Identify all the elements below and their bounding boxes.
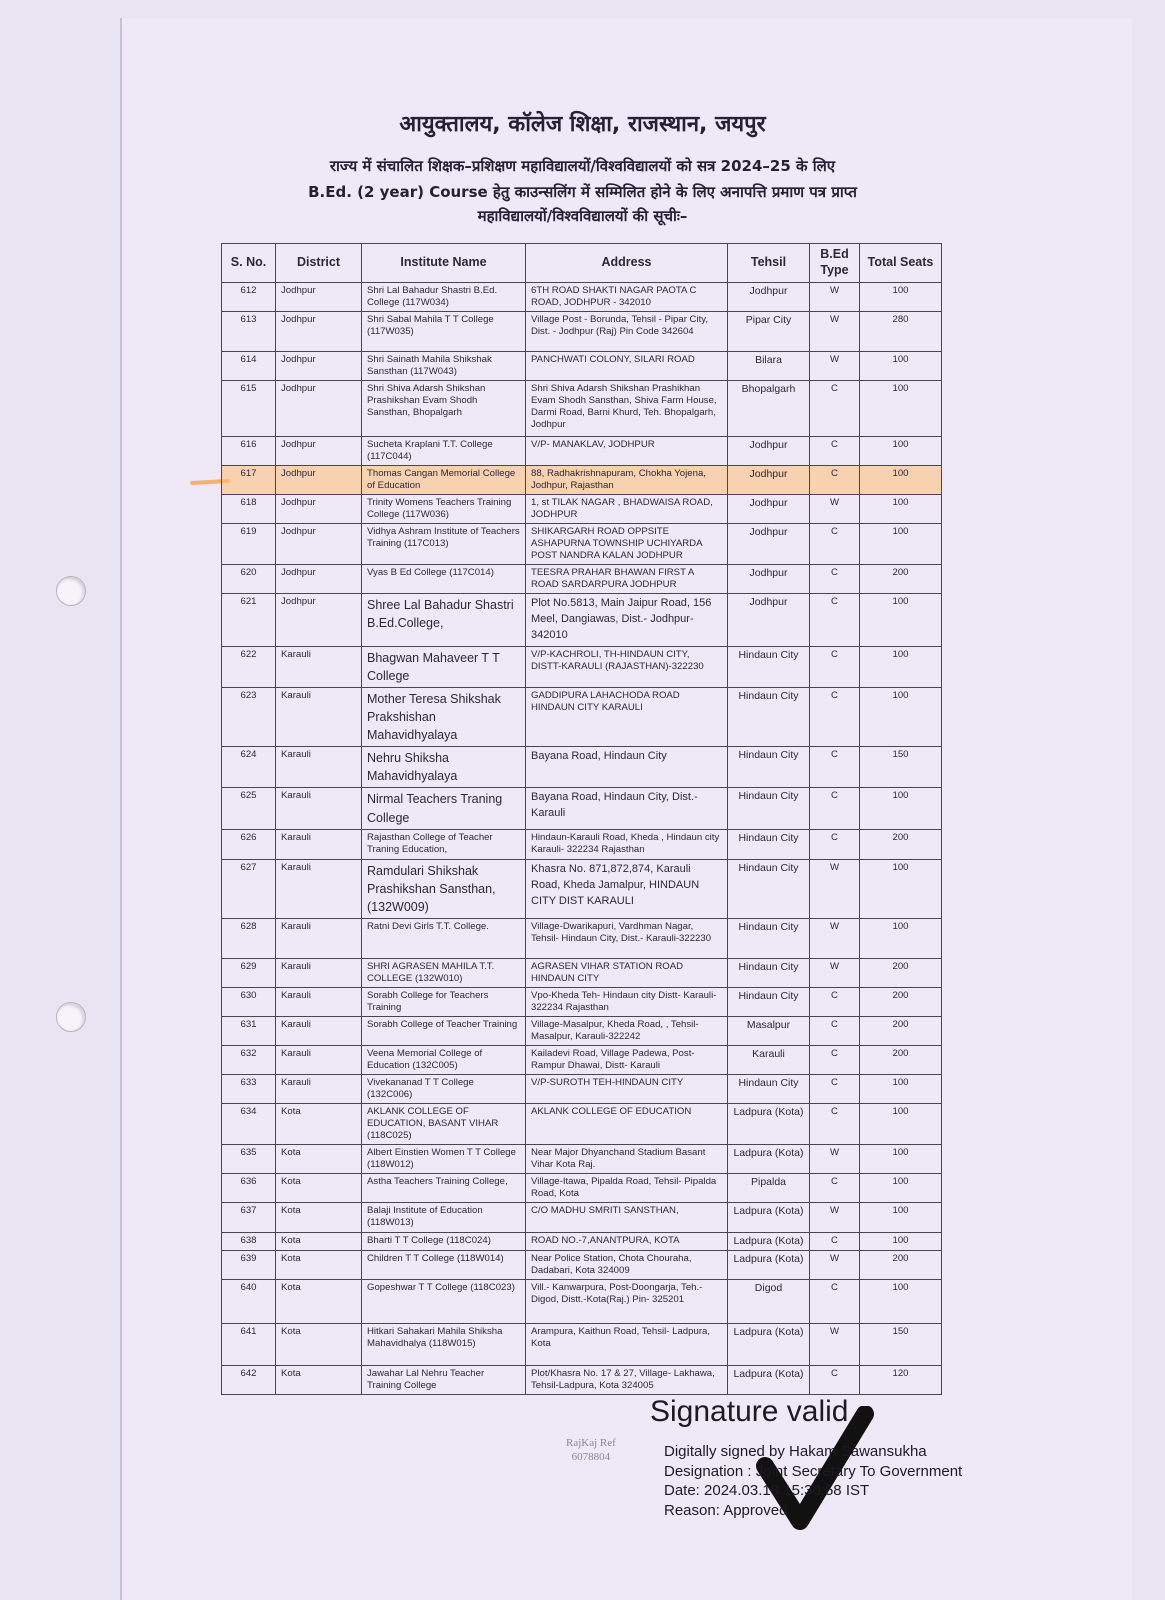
cell-type: W: [810, 1250, 860, 1279]
cell-seats: 100: [860, 788, 942, 829]
cell-type: W: [810, 959, 860, 988]
cell-institute: Bharti T T College (118C024): [362, 1232, 526, 1250]
col-tehsil-header: Tehsil: [728, 244, 810, 283]
cell-tehsil: Ladpura (Kota): [728, 1232, 810, 1250]
table-row: [222, 1144, 942, 1173]
table-row: [222, 747, 942, 788]
cell-institute: Children T T College (118W014): [362, 1250, 526, 1279]
cell-address: 88, Radhakrishnapuram, Chokha Yojena, Jodhpur, Rajasthan: [526, 465, 728, 494]
cell-district: Karauli: [276, 919, 362, 959]
table-row: [222, 283, 942, 312]
signed-by: Digitally signed by Hakam Sawansukha: [664, 1443, 927, 1460]
cell-type: W: [810, 1323, 860, 1365]
punch-hole: [56, 1002, 86, 1032]
cell-address: Plot/Khasra No. 17 & 27, Village- Lakhawa, Tehsil-Ladpura, Kota 324005: [526, 1365, 728, 1394]
cell-tehsil: Hindaun City: [728, 988, 810, 1017]
cell-seats: 100: [860, 1144, 942, 1173]
cell-type: C: [810, 593, 860, 646]
cell-district: Jodhpur: [276, 494, 362, 523]
cell-institute: Bhagwan Mahaveer T T College: [362, 646, 526, 687]
cell-district: Karauli: [276, 646, 362, 687]
cell-sno: 632: [222, 1045, 276, 1074]
cell-seats: 100: [860, 1074, 942, 1103]
cell-district: Karauli: [276, 859, 362, 918]
cell-district: Jodhpur: [276, 380, 362, 436]
cell-sno: 640: [222, 1279, 276, 1323]
cell-type: C: [810, 564, 860, 593]
cell-institute: Thomas Cangan Memorial College of Education: [362, 465, 526, 494]
cell-institute: Shree Lal Bahadur Shastri B.Ed.College,: [362, 593, 526, 646]
table-row: [222, 564, 942, 593]
cell-address: V/P-SUROTH TEH-HINDAUN CITY: [526, 1074, 728, 1103]
cell-institute: Vyas B Ed College (117C014): [362, 564, 526, 593]
cell-seats: 100: [860, 436, 942, 465]
cell-seats: 100: [860, 1232, 942, 1250]
signature-status: Signature valid: [650, 1395, 849, 1428]
cell-district: Karauli: [276, 1045, 362, 1074]
table-row: [222, 436, 942, 465]
cell-address: Near Police Station, Chota Chouraha, Dadabari, Kota 324009: [526, 1250, 728, 1279]
table-header-row: [222, 244, 942, 283]
cell-institute: Nehru Shiksha Mahavidhyalaya: [362, 747, 526, 788]
cell-address: GADDIPURA LAHACHODA ROAD HINDAUN CITY KARAULI: [526, 687, 728, 746]
table-row: [222, 593, 942, 646]
signer-designation: Designation : Joint Secretary To Government: [664, 1462, 963, 1480]
cell-tehsil: Hindaun City: [728, 919, 810, 959]
cell-type: W: [810, 494, 860, 523]
table-row: [222, 1017, 942, 1046]
cell-tehsil: Ladpura (Kota): [728, 1103, 810, 1144]
cell-institute: Jawahar Lal Nehru Teacher Training College: [362, 1365, 526, 1394]
cell-address: Kailadevi Road, Village Padewa, Post- Rampur Dhawai, Distt- Karauli: [526, 1045, 728, 1074]
cell-tehsil: Ladpura (Kota): [728, 1202, 810, 1232]
cell-address: SHIKARGARH ROAD OPPSITE ASHAPURNA TOWNSHIP UCHIYARDA POST NANDRA KALAN JODHPUR: [526, 523, 728, 564]
cell-tehsil: Pipar City: [728, 311, 810, 351]
cell-district: Karauli: [276, 1074, 362, 1103]
table-row: [222, 959, 942, 988]
cell-district: Karauli: [276, 1017, 362, 1046]
cell-seats: 200: [860, 829, 942, 859]
cell-institute: Gopeshwar T T College (118C023): [362, 1279, 526, 1323]
cell-sno: 633: [222, 1074, 276, 1103]
cell-sno: 642: [222, 1365, 276, 1394]
table-row: [222, 494, 942, 523]
cell-seats: 120: [860, 1365, 942, 1394]
table-row: [222, 380, 942, 436]
cell-seats: 100: [860, 351, 942, 380]
cell-type: C: [810, 1103, 860, 1144]
reference-label: RajKaj Ref: [566, 1437, 616, 1449]
cell-seats: 100: [860, 859, 942, 918]
cell-address: Arampura, Kaithun Road, Tehsil- Ladpura, Kota: [526, 1323, 728, 1365]
cell-type: W: [810, 1144, 860, 1173]
cell-address: Village-Masalpur, Kheda Road, , Tehsil- Masalpur, Karauli-322242: [526, 1017, 728, 1046]
table-row: [222, 829, 942, 859]
cell-address: Bayana Road, Hindaun City: [526, 747, 728, 788]
digital-signature-block: [664, 1442, 964, 1520]
cell-type: W: [810, 1202, 860, 1232]
cell-type: W: [810, 351, 860, 380]
cell-tehsil: Jodhpur: [728, 564, 810, 593]
table-row: [222, 919, 942, 959]
cell-district: Jodhpur: [276, 436, 362, 465]
cell-institute: SHRI AGRASEN MAHILA T.T. COLLEGE (132W010): [362, 959, 526, 988]
cell-institute: Shri Shiva Adarsh Shikshan Prashikshan Evam Shodh Sansthan, Bhopalgarh: [362, 380, 526, 436]
cell-seats: 100: [860, 465, 942, 494]
table-row: [222, 1365, 942, 1394]
cell-sno: 619: [222, 523, 276, 564]
table-row: [222, 1250, 942, 1279]
col-institute-header: Institute Name: [362, 244, 526, 283]
cell-sno: 622: [222, 646, 276, 687]
cell-tehsil: Karauli: [728, 1045, 810, 1074]
cell-seats: 200: [860, 1250, 942, 1279]
signature-reason: Reason: Approved: [664, 1501, 788, 1519]
cell-district: Jodhpur: [276, 564, 362, 593]
cell-institute: Balaji Institute of Education (118W013): [362, 1202, 526, 1232]
cell-seats: 150: [860, 747, 942, 788]
cell-seats: 100: [860, 1202, 942, 1232]
cell-address: Plot No.5813, Main Jaipur Road, 156 Meel, Dangiawas, Dist.- Jodhpur-342010: [526, 593, 728, 646]
cell-type: C: [810, 380, 860, 436]
cell-sno: 617: [222, 465, 276, 494]
cell-address: Village-Dwarikapuri, Vardhman Nagar, Tehsil- Hindaun City, Dist.- Karauli-322230: [526, 919, 728, 959]
cell-district: Kota: [276, 1103, 362, 1144]
cell-tehsil: Masalpur: [728, 1017, 810, 1046]
col-sno-header: S. No.: [222, 244, 276, 283]
cell-institute: Trinity Womens Teachers Training College (117W036): [362, 494, 526, 523]
col-type-header: B.Ed Type: [810, 244, 860, 283]
subtitle-line-2: B.Ed. (2 year) Course हेतु काउन्सलिंग में सम्मिलित होने के लिए अनापत्ति प्रमाण पत्र प्राप्त: [308, 183, 857, 201]
cell-tehsil: Hindaun City: [728, 859, 810, 918]
cell-district: Jodhpur: [276, 523, 362, 564]
cell-type: C: [810, 829, 860, 859]
cell-address: C/O MADHU SMRITI SANSTHAN,: [526, 1202, 728, 1232]
cell-address: Hindaun-Karauli Road, Kheda , Hindaun city Karauli- 322234 Rajasthan: [526, 829, 728, 859]
cell-type: C: [810, 788, 860, 829]
table-row: [222, 465, 942, 494]
cell-seats: 200: [860, 1017, 942, 1046]
cell-seats: 100: [860, 1279, 942, 1323]
cell-sno: 621: [222, 593, 276, 646]
cell-tehsil: Ladpura (Kota): [728, 1144, 810, 1173]
cell-district: Karauli: [276, 788, 362, 829]
cell-district: Kota: [276, 1144, 362, 1173]
cell-type: C: [810, 1279, 860, 1323]
cell-tehsil: Jodhpur: [728, 593, 810, 646]
cell-address: PANCHWATI COLONY, SILARI ROAD: [526, 351, 728, 380]
cell-address: 1, st TILAK NAGAR , BHADWAISA ROAD, JODHPUR: [526, 494, 728, 523]
cell-tehsil: Ladpura (Kota): [728, 1365, 810, 1394]
cell-district: Jodhpur: [276, 593, 362, 646]
table-row: [222, 788, 942, 829]
cell-sno: 612: [222, 283, 276, 312]
cell-type: W: [810, 311, 860, 351]
cell-district: Kota: [276, 1202, 362, 1232]
cell-sno: 631: [222, 1017, 276, 1046]
cell-tehsil: Bhopalgarh: [728, 380, 810, 436]
table-row: [222, 1279, 942, 1323]
cell-institute: Ramdulari Shikshak Prashikshan Sansthan, (132W009): [362, 859, 526, 918]
cell-tehsil: Hindaun City: [728, 959, 810, 988]
cell-district: Kota: [276, 1365, 362, 1394]
table-row: [222, 351, 942, 380]
cell-institute: Sorabh College for Teachers Training: [362, 988, 526, 1017]
cell-sno: 629: [222, 959, 276, 988]
cell-sno: 620: [222, 564, 276, 593]
table-row: [222, 1045, 942, 1074]
cell-address: TEESRA PRAHAR BHAWAN FIRST A ROAD SARDARPURA JODHPUR: [526, 564, 728, 593]
cell-district: Karauli: [276, 959, 362, 988]
cell-institute: Rajasthan College of Teacher Traning Education,: [362, 829, 526, 859]
cell-seats: 100: [860, 283, 942, 312]
cell-district: Kota: [276, 1250, 362, 1279]
cell-institute: Shri Lal Bahadur Shastri B.Ed. College (117W034): [362, 283, 526, 312]
cell-address: Near Major Dhyanchand Stadium Basant Vihar Kota Raj.: [526, 1144, 728, 1173]
cell-sno: 614: [222, 351, 276, 380]
cell-type: W: [810, 919, 860, 959]
cell-institute: Vivekananad T T College (132C006): [362, 1074, 526, 1103]
cell-sno: 626: [222, 829, 276, 859]
cell-address: Village Post - Borunda, Tehsil - Pipar City, Dist. - Jodhpur (Raj) Pin Code 342604: [526, 311, 728, 351]
cell-district: Kota: [276, 1279, 362, 1323]
table-row: [222, 687, 942, 746]
cell-tehsil: Hindaun City: [728, 1074, 810, 1103]
cell-seats: 100: [860, 380, 942, 436]
punch-hole: [56, 576, 86, 606]
cell-institute: AKLANK COLLEGE OF EDUCATION, BASANT VIHAR (118C025): [362, 1103, 526, 1144]
cell-address: 6TH ROAD SHAKTI NAGAR PAOTA C ROAD, JODHPUR - 342010: [526, 283, 728, 312]
cell-sno: 616: [222, 436, 276, 465]
cell-address: Vpo-Kheda Teh- Hindaun city Distt- Karauli- 322234 Rajasthan: [526, 988, 728, 1017]
cell-type: C: [810, 436, 860, 465]
cell-tehsil: Digod: [728, 1279, 810, 1323]
cell-seats: 100: [860, 593, 942, 646]
cell-type: C: [810, 1045, 860, 1074]
cell-tehsil: Hindaun City: [728, 687, 810, 746]
cell-type: C: [810, 523, 860, 564]
cell-district: Jodhpur: [276, 351, 362, 380]
table-row: [222, 859, 942, 918]
cell-type: C: [810, 1074, 860, 1103]
cell-district: Jodhpur: [276, 465, 362, 494]
signature-date: Date: 2024.03.18 15:30:58 IST: [664, 1482, 870, 1499]
cell-address: AKLANK COLLEGE OF EDUCATION: [526, 1103, 728, 1144]
cell-institute: Nirmal Teachers Traning College: [362, 788, 526, 829]
cell-institute: Vidhya Ashram Institute of Teachers Training (117C013): [362, 523, 526, 564]
cell-tehsil: Pipalda: [728, 1173, 810, 1202]
cell-sno: 615: [222, 380, 276, 436]
cell-district: Jodhpur: [276, 311, 362, 351]
cell-sno: 641: [222, 1323, 276, 1365]
cell-institute: Sorabh College of Teacher Training: [362, 1017, 526, 1046]
cell-institute: Albert Einstien Women T T College (118W012): [362, 1144, 526, 1173]
cell-institute: Astha Teachers Training College,: [362, 1173, 526, 1202]
cell-district: Karauli: [276, 988, 362, 1017]
cell-tehsil: Jodhpur: [728, 465, 810, 494]
cell-tehsil: Bilara: [728, 351, 810, 380]
cell-district: Karauli: [276, 687, 362, 746]
table-row: [222, 311, 942, 351]
cell-address: Village-Itawa, Pipalda Road, Tehsil- Pipalda Road, Kota: [526, 1173, 728, 1202]
cell-tehsil: Hindaun City: [728, 646, 810, 687]
cell-seats: 150: [860, 1323, 942, 1365]
cell-sno: 637: [222, 1202, 276, 1232]
cell-seats: 100: [860, 919, 942, 959]
cell-address: Khasra No. 871,872,874, Karauli Road, Kheda Jamalpur, HINDAUN CITY DIST KARAULI: [526, 859, 728, 918]
cell-district: Karauli: [276, 747, 362, 788]
cell-seats: 200: [860, 959, 942, 988]
cell-district: Karauli: [276, 829, 362, 859]
cell-institute: Mother Teresa Shikshak Prakshishan Mahavidhyalaya: [362, 687, 526, 746]
table-row: [222, 646, 942, 687]
cell-seats: 100: [860, 1103, 942, 1144]
cell-address: Vill.- Kanwarpura, Post-Doongarja, Teh.-Digod, Distt.-Kota(Raj.) Pin- 325201: [526, 1279, 728, 1323]
cell-institute: Shri Sainath Mahila Shikshak Sansthan (117W043): [362, 351, 526, 380]
cell-type: C: [810, 988, 860, 1017]
cell-sno: 639: [222, 1250, 276, 1279]
cell-institute: Veena Memorial College of Education (132C005): [362, 1045, 526, 1074]
cell-tehsil: Hindaun City: [728, 747, 810, 788]
cell-seats: 100: [860, 646, 942, 687]
cell-institute: Hitkari Sahakari Mahila Shiksha Mahavidhalya (118W015): [362, 1323, 526, 1365]
cell-institute: Shri Sabal Mahila T T College (117W035): [362, 311, 526, 351]
cell-type: C: [810, 1365, 860, 1394]
cell-type: C: [810, 687, 860, 746]
cell-seats: 200: [860, 1045, 942, 1074]
cell-type: W: [810, 283, 860, 312]
page-title: आयुक्तालय, कॉलेज शिक्षा, राजस्थान, जयपुर: [399, 112, 766, 137]
table-row: [222, 1323, 942, 1365]
cell-district: Kota: [276, 1173, 362, 1202]
cell-district: Kota: [276, 1232, 362, 1250]
cell-sno: 624: [222, 747, 276, 788]
cell-seats: 100: [860, 1173, 942, 1202]
table-row: [222, 523, 942, 564]
cell-district: Kota: [276, 1323, 362, 1365]
cell-tehsil: Hindaun City: [728, 829, 810, 859]
cell-sno: 613: [222, 311, 276, 351]
cell-sno: 635: [222, 1144, 276, 1173]
cell-tehsil: Ladpura (Kota): [728, 1250, 810, 1279]
cell-type: C: [810, 1173, 860, 1202]
col-district-header: District: [276, 244, 362, 283]
cell-sno: 638: [222, 1232, 276, 1250]
cell-seats: 200: [860, 988, 942, 1017]
subtitle-line-3: महाविद्यालयों/विश्वविद्यालयों की सूचीः–: [477, 207, 688, 225]
cell-institute: Sucheta Kraplani T.T. College (117C044): [362, 436, 526, 465]
rajkaj-reference: [566, 1436, 616, 1465]
cell-type: C: [810, 646, 860, 687]
cell-sno: 625: [222, 788, 276, 829]
subtitle-line-1: राज्य में संचालित शिक्षक–प्रशिक्षण महाविद्यालयों/विश्वविद्यालयों को सत्र 2024–25 के लिए: [329, 157, 836, 175]
cell-sno: 628: [222, 919, 276, 959]
cell-type: C: [810, 465, 860, 494]
cell-seats: 100: [860, 687, 942, 746]
cell-tehsil: Jodhpur: [728, 523, 810, 564]
cell-tehsil: Jodhpur: [728, 494, 810, 523]
cell-sno: 634: [222, 1103, 276, 1144]
cell-address: Bayana Road, Hindaun City, Dist.- Karauli: [526, 788, 728, 829]
cell-sno: 623: [222, 687, 276, 746]
cell-address: ROAD NO.-7,ANANTPURA, KOTA: [526, 1232, 728, 1250]
cell-sno: 627: [222, 859, 276, 918]
cell-seats: 280: [860, 311, 942, 351]
cell-sno: 630: [222, 988, 276, 1017]
cell-seats: 100: [860, 523, 942, 564]
cell-tehsil: Jodhpur: [728, 283, 810, 312]
table-row: [222, 1173, 942, 1202]
cell-seats: 100: [860, 494, 942, 523]
table-row: [222, 1202, 942, 1232]
cell-type: C: [810, 1232, 860, 1250]
cell-tehsil: Jodhpur: [728, 436, 810, 465]
table-row: [222, 1103, 942, 1144]
cell-type: W: [810, 859, 860, 918]
cell-address: AGRASEN VIHAR STATION ROAD HINDAUN CITY: [526, 959, 728, 988]
cell-address: V/P-KACHROLI, TH-HINDAUN CITY, DISTT-KARAULI (RAJASTHAN)-322230: [526, 646, 728, 687]
table-row: [222, 988, 942, 1017]
table-row: [222, 1232, 942, 1250]
cell-district: Jodhpur: [276, 283, 362, 312]
college-list-table: [221, 243, 942, 1395]
cell-address: Shri Shiva Adarsh Shikshan Prashikhan Evam Shodh Sansthan, Shiva Farm House, Darmi Road, Barni Khurd, Teh. Bhopalgarh, Jodhpur: [526, 380, 728, 436]
cell-sno: 636: [222, 1173, 276, 1202]
cell-type: C: [810, 747, 860, 788]
col-seats-header: Total Seats: [860, 244, 942, 283]
cell-tehsil: Ladpura (Kota): [728, 1323, 810, 1365]
cell-type: C: [810, 1017, 860, 1046]
cell-sno: 618: [222, 494, 276, 523]
cell-address: V/P- MANAKLAV, JODHPUR: [526, 436, 728, 465]
table-row: [222, 1074, 942, 1103]
reference-number: 6078804: [571, 1451, 611, 1464]
cell-tehsil: Hindaun City: [728, 788, 810, 829]
cell-seats: 200: [860, 564, 942, 593]
col-address-header: Address: [526, 244, 728, 283]
cell-institute: Ratni Devi Girls T.T. College.: [362, 919, 526, 959]
